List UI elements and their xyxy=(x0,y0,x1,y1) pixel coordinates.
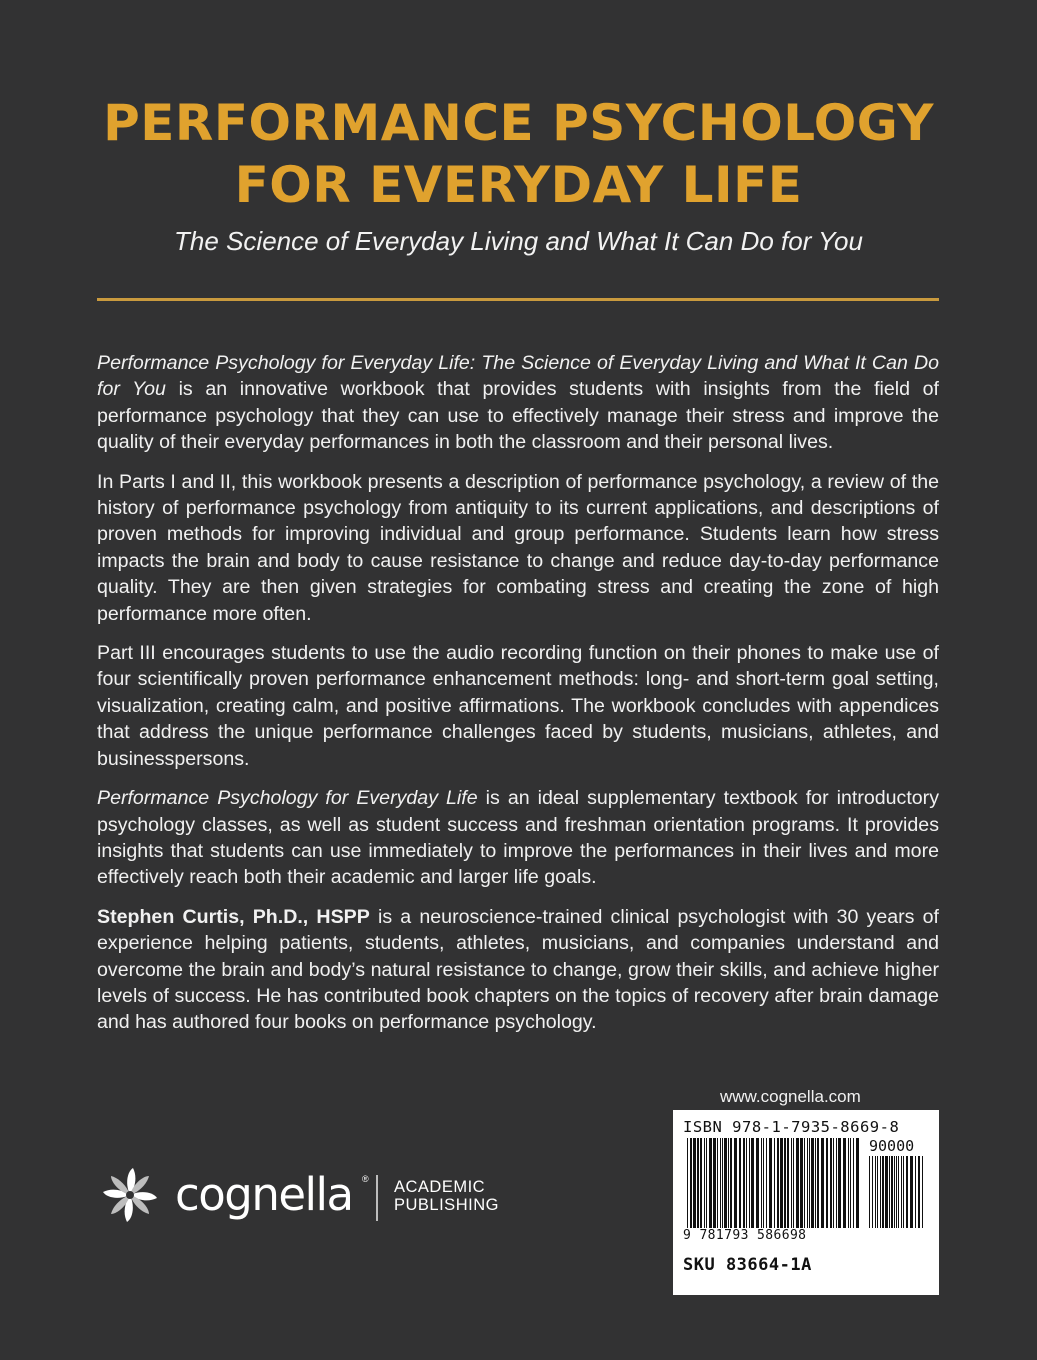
barcode-bar xyxy=(724,1138,727,1228)
barcode-bar xyxy=(751,1138,754,1228)
barcode-bar xyxy=(734,1138,737,1228)
barcode-bar xyxy=(763,1138,764,1228)
addon-barcode xyxy=(869,1156,927,1228)
barcode-bar xyxy=(869,1156,870,1228)
barcode-bar xyxy=(722,1138,723,1228)
barcode-bar xyxy=(774,1138,775,1228)
barcode-bar xyxy=(875,1156,876,1228)
barcode-bar xyxy=(787,1138,789,1228)
barcode-bar xyxy=(769,1138,772,1228)
price-addon-number: 90000 xyxy=(869,1137,915,1155)
barcode-bar xyxy=(843,1138,846,1228)
isbn-text: ISBN 978-1-7935-8669-8 xyxy=(683,1118,900,1136)
barcode-bar xyxy=(739,1138,741,1228)
sku-text: SKU 83664-1A xyxy=(683,1255,812,1275)
author-name: Stephen Curtis, Ph.D., HSPP xyxy=(97,905,370,928)
barcode-bar xyxy=(872,1156,873,1228)
barcode-bar xyxy=(687,1138,688,1228)
barcode-bar xyxy=(830,1138,832,1228)
barcode-bar xyxy=(910,1156,913,1228)
registered-mark: ® xyxy=(362,1174,369,1184)
barcode-bar xyxy=(880,1156,881,1228)
barcode-bar xyxy=(693,1138,696,1228)
barcode-bar xyxy=(709,1138,712,1228)
barcode-bar xyxy=(894,1156,895,1228)
p4-italic-title: Performance Psychology for Everyday Life xyxy=(97,787,478,810)
barcode-bar xyxy=(891,1156,893,1228)
barcode-bar xyxy=(918,1156,920,1228)
barcode-bar xyxy=(796,1138,799,1228)
author-bio-text: is a neuroscience-trained clinical psychologist with 30 years of experience helping patients, students, athletes, musicians, and companies understand and overcome the brain and body’s natural resistance to change, grow their skills, and achieve higher levels of success. He has contributed book chapters on the topics of recovery after brain damage and has authored four books on performance psychology. xyxy=(97,905,939,1034)
barcode-bar xyxy=(780,1138,783,1228)
barcode-bar xyxy=(730,1138,732,1228)
title-line-1: PERFORMANCE PSYCHOLOGY xyxy=(103,94,934,152)
back-cover-description xyxy=(97,350,939,1049)
barcode-bar xyxy=(807,1138,808,1228)
barcode-bar xyxy=(746,1138,747,1228)
barcode-bar xyxy=(848,1138,849,1228)
barcode-bar xyxy=(877,1156,878,1228)
barcode-bar xyxy=(901,1156,902,1228)
publisher-logo xyxy=(97,1160,517,1230)
barcode-bar xyxy=(885,1156,888,1228)
barcode-bar xyxy=(898,1156,899,1228)
author-bio xyxy=(97,904,939,1036)
barcode-bar xyxy=(804,1138,805,1228)
barcode-bar xyxy=(749,1138,750,1228)
barcode-bar xyxy=(713,1138,716,1228)
barcode-bar xyxy=(850,1138,851,1228)
ean-barcode xyxy=(687,1138,859,1228)
barcode-bar xyxy=(817,1138,819,1228)
barcode-bar xyxy=(756,1138,759,1228)
barcode-bar xyxy=(915,1156,916,1228)
paragraph-1 xyxy=(97,350,939,456)
book-subtitle: The Science of Everyday Living and What It Can Do for You xyxy=(174,226,863,256)
barcode-bar xyxy=(922,1156,923,1228)
barcode-bar xyxy=(856,1138,859,1228)
barcode-bar xyxy=(697,1138,699,1228)
barcode-bar xyxy=(777,1138,779,1228)
tagline-line-2: PUBLISHING xyxy=(394,1196,499,1214)
barcode-bar xyxy=(826,1138,828,1228)
barcode-bar xyxy=(906,1156,908,1228)
gold-divider xyxy=(97,298,939,301)
barcode-bar xyxy=(800,1138,803,1228)
barcode-bar xyxy=(704,1138,705,1228)
ean-digits: 9 781793 586698 xyxy=(683,1228,807,1243)
book-title xyxy=(0,92,1037,216)
barcode-bar xyxy=(761,1138,762,1228)
barcode-bar xyxy=(690,1138,692,1228)
cognella-flower-icon xyxy=(97,1162,163,1228)
p1-italic-title: Performance Psychology for Everyday Life: The Science of Everyday Living and What It Can Do for You xyxy=(97,352,939,401)
barcode-bar xyxy=(700,1138,702,1228)
barcode-bar xyxy=(821,1138,824,1228)
logo-tagline xyxy=(394,1178,499,1214)
p4-text: is an ideal supplementary textbook for introductory psychology classes, as well as student success and freshman orientation programs. It provides insights that students can use immediately to improve the performances in their lives and more effectively reach both their academic and larger life goals. xyxy=(97,787,939,889)
barcode-bar xyxy=(784,1138,786,1228)
barcode-bar xyxy=(706,1138,707,1228)
title-line-2: FOR EVERYDAY LIFE xyxy=(234,156,803,214)
barcode-bar xyxy=(728,1138,729,1228)
p1-text: is an innovative workbook that provides students with insights from the field of performance psychology that they can use to effectively manage their stress and improve the quality of their everyday performances in both the classroom and their personal lives. xyxy=(97,378,939,454)
paragraph-3: Part III encourages students to use the audio recording function on their phones to make use of four scientifically proven performance enhancement methods: long- and short-term goal setting, visualization, creating calm, and positive affirmations. The workbook concludes with appendices that address the unique performance challenges faced by students, musicians, athletes, and businesspersons. xyxy=(97,642,939,770)
logo-divider xyxy=(376,1175,378,1221)
paragraph-2: In Parts I and II, this workbook presents a description of performance psychology, a review of the history of performance psychology from antiquity to its current applications, and descriptions of proven methods for improving individual and group performance. Students learn how stress impacts the brain and body to cause resistance to change and reduce day-to-day performance quality. They are then given strategies for combating stress and creating the zone of high performance more often. xyxy=(97,470,939,625)
barcode-bar xyxy=(903,1156,904,1228)
barcode-bar xyxy=(720,1138,721,1228)
barcode-bar xyxy=(882,1156,884,1228)
barcode-bar xyxy=(853,1138,854,1228)
barcode-bar xyxy=(833,1138,834,1228)
barcode-bar xyxy=(809,1138,810,1228)
paragraph-4 xyxy=(97,785,939,891)
barcode-bar xyxy=(896,1156,897,1228)
publisher-url: www.cognella.com xyxy=(720,1087,861,1106)
barcode-bar xyxy=(766,1138,767,1228)
tagline-line-1: ACADEMIC xyxy=(394,1178,486,1196)
barcode-bar xyxy=(717,1138,718,1228)
barcode-bar xyxy=(793,1138,794,1228)
cognella-wordmark: cognella xyxy=(175,1168,353,1221)
barcode-bar xyxy=(836,1138,837,1228)
barcode-label xyxy=(673,1110,939,1295)
barcode-bar xyxy=(838,1138,841,1228)
barcode-bar xyxy=(791,1138,792,1228)
barcode-bar xyxy=(815,1138,816,1228)
barcode-bar xyxy=(743,1138,745,1228)
barcode-bar xyxy=(889,1156,890,1228)
barcode-bar xyxy=(811,1138,814,1228)
